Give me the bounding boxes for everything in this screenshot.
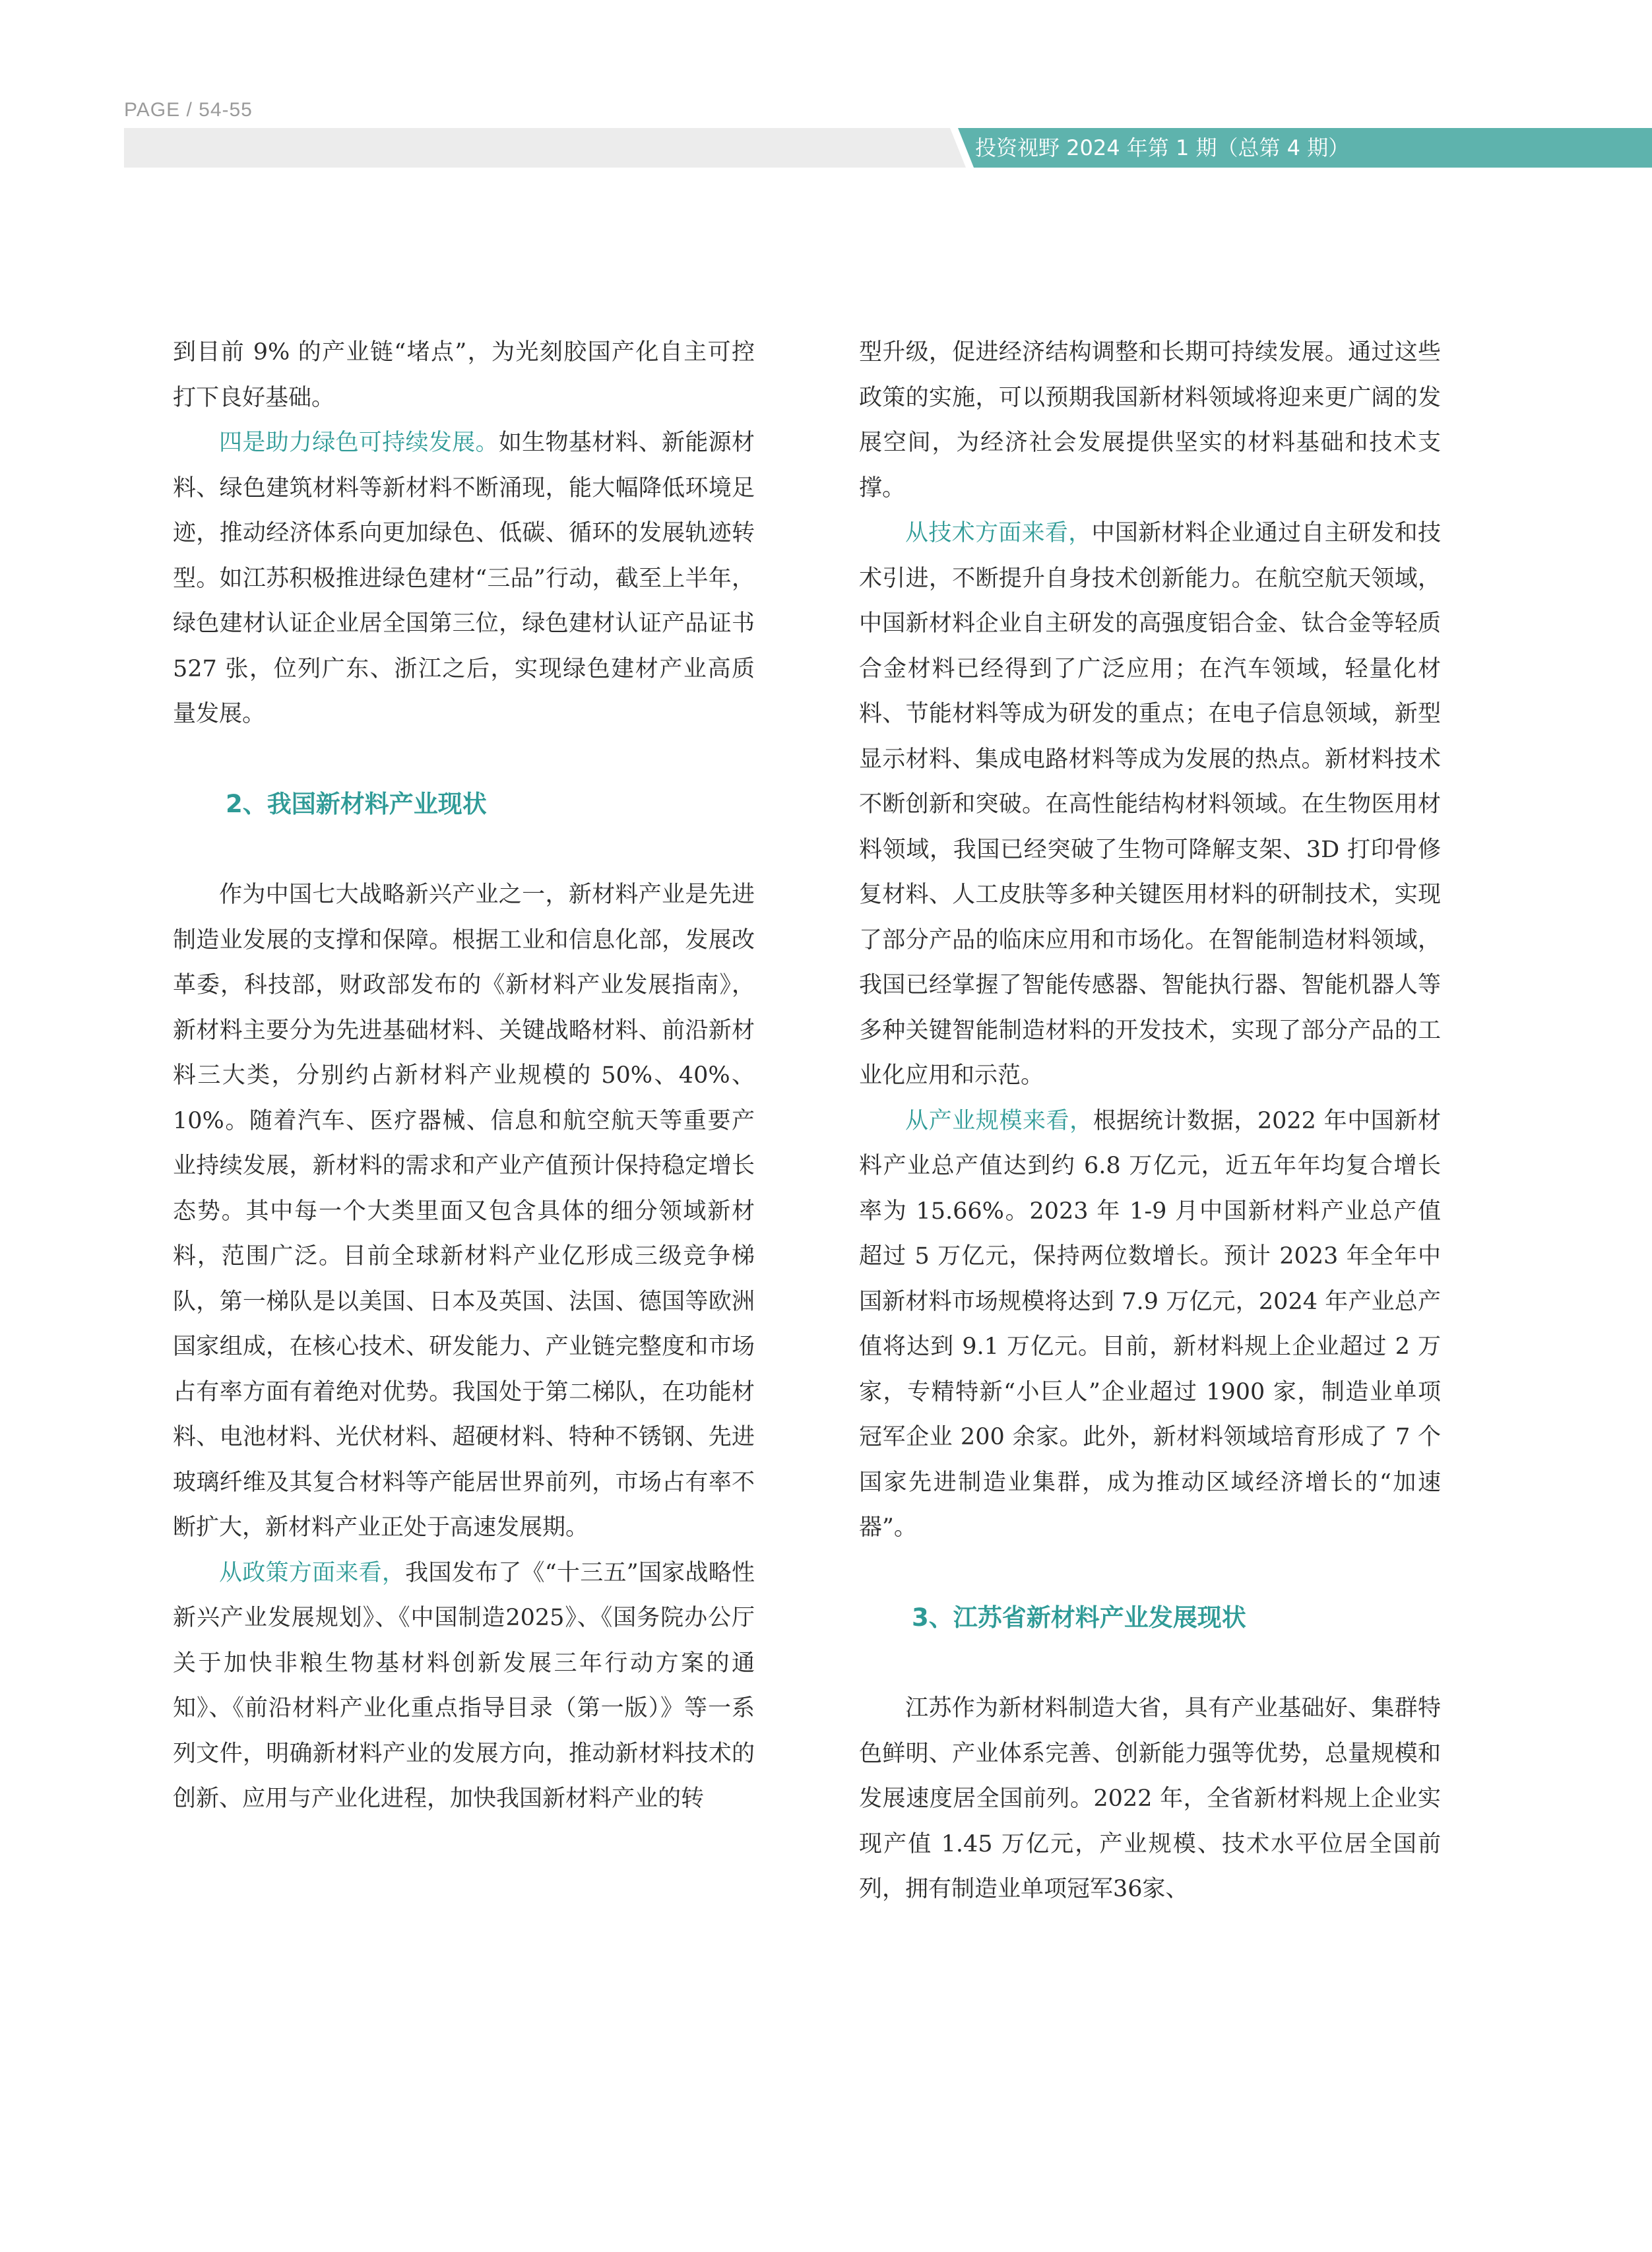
page-number-label: PAGE / 54-55: [124, 99, 253, 121]
paragraph: 江苏作为新材料制造大省，具有产业基础好、集群特色鲜明、产业体系完善、创新能力强等优势，总量规模和发展速度居全国前列。2022 年，全省新材料规上企业实现产值 1.45 万亿元，产业规模、技术水平位居全国前列，拥有制造业单项冠军36家、: [859, 1695, 1441, 1902]
paragraph-body: 根据统计数据，2022 年中国新材料产业总产值达到约 6.8 万亿元，近五年年均复合增长率为 15.66%。2023 年 1-9 月中国新材料产业总产值超过 5 万亿元，保持两位数增长。预计 2023 年全年中国新材料市场规模将达到 7.9 万亿元，2024 年产业总产值将达到 9.1 万亿元。目前，新材料规上企业超过 2 万家，专精特新“小巨人”企业超过 1900 家，制造业单项冠军企业 200 余家。此外，新材料领域培育形成了 7 个国家先进制造业集群，成为推动区域经济增长的“加速器”。: [859, 1107, 1441, 1541]
publication-title: 投资视野 2024 年第 1 期（总第 4 期）: [975, 135, 1350, 160]
paragraph: [173, 1551, 755, 1822]
paragraph: 作为中国七大战略新兴产业之一，新材料产业是先进制造业发展的支撑和保障。根据工业和信息化部，发展改革委，科技部，财政部发布的《新材料产业发展指南》，新材料主要分为先进基础材料、关键战略材料、前沿新材料三大类，分别约占新材料产业规模的 50%、40%、10%。随着汽车、医疗器械、信息和航空航天等重要产业持续发展，新材料的需求和产业产值预计保持稳定增长态势。其中每一个大类里面又包含具体的细分领域新材料，范围广泛。目前全球新材料产业亿形成三级竞争梯队，第一梯队是以美国、日本及英国、法国、德国等欧洲国家组成，在核心技术、研发能力、产业链完整度和市场占有率方面有着绝对优势。我国处于第二梯队，在功能材料、电池材料、光伏材料、超硬材料、特种不锈钢、先进玻璃纤维及其复合材料等产能居世界前列，市场占有率不断扩大，新材料产业正处于高速发展期。: [173, 882, 755, 1541]
paragraph-lead: 从技术方面来看，: [905, 520, 1092, 546]
paragraph-body: 我国发布了《“十三五”国家战略性新兴产业发展规划》、《中国制造2025》、《国务院办公厅关于加快非粮生物基材料创新发展三年行动方案的通知》、《前沿材料产业化重点指导目录（第一版）》等一系列文件，明确新材料产业的发展方向，推动新材料技术的创新、应用与产业化进程，加快我国新材料产业的转: [173, 1559, 755, 1812]
header-bar: [124, 128, 1652, 168]
right-column: [859, 330, 1441, 1912]
paragraph: 到目前 9% 的产业链“堵点”，为光刻胶国产化自主可控打下良好基础。: [173, 339, 755, 411]
paragraph: 型升级，促进经济结构调整和长期可持续发展。通过这些政策的实施，可以预期我国新材料领域将迎来更广阔的发展空间，为经济社会发展提供坚实的材料基础和技术支撑。: [859, 339, 1441, 501]
paragraph-body: 如生物基材料、新能源材料、绿色建筑材料等新材料不断涌现，能大幅降低环境足迹，推动经济体系向更加绿色、低碳、循环的发展轨迹转型。如江苏积极推进绿色建材“三品”行动，截至上半年，绿色建材认证企业居全国第三位，绿色建材认证产品证书 527 张，位列广东、浙江之后，实现绿色建材产业高质量发展。: [173, 430, 755, 727]
section-heading: 3、江苏省新材料产业发展现状: [912, 1603, 1246, 1632]
paragraph-lead: 四是助力绿色可持续发展。: [219, 430, 499, 456]
paragraph: [173, 420, 755, 737]
paragraph: [859, 511, 1441, 1099]
paragraph-lead: 从产业规模来看，: [905, 1107, 1093, 1134]
paragraph-body: 中国新材料企业通过自主研发和技术引进，不断提升自身技术创新能力。在航空航天领域，中国新材料企业自主研发的高强度铝合金、钛合金等轻质合金材料已经得到了广泛应用；在汽车领域，轻量化材料、节能材料等成为研发的重点；在电子信息领域，新型显示材料、集成电路材料等成为发展的热点。新材料技术不断创新和突破。在高性能结构材料领域。在生物医用材料领域，我国已经突破了生物可降解支架、3D 打印骨修复材料、人工皮肤等多种关键医用材料的研制技术，实现了部分产品的临床应用和市场化。在智能制造材料领域，我国已经掌握了智能传感器、智能执行器、智能机器人等多种关键智能制造材料的开发技术，实现了部分产品的工业化应用和示范。: [859, 520, 1441, 1089]
header-bar-shape: [124, 128, 1652, 168]
section-heading: 2、我国新材料产业现状: [226, 790, 487, 818]
paragraph-lead: 从政策方面来看，: [219, 1559, 406, 1586]
paragraph: [859, 1099, 1441, 1551]
left-column: [173, 330, 755, 1822]
